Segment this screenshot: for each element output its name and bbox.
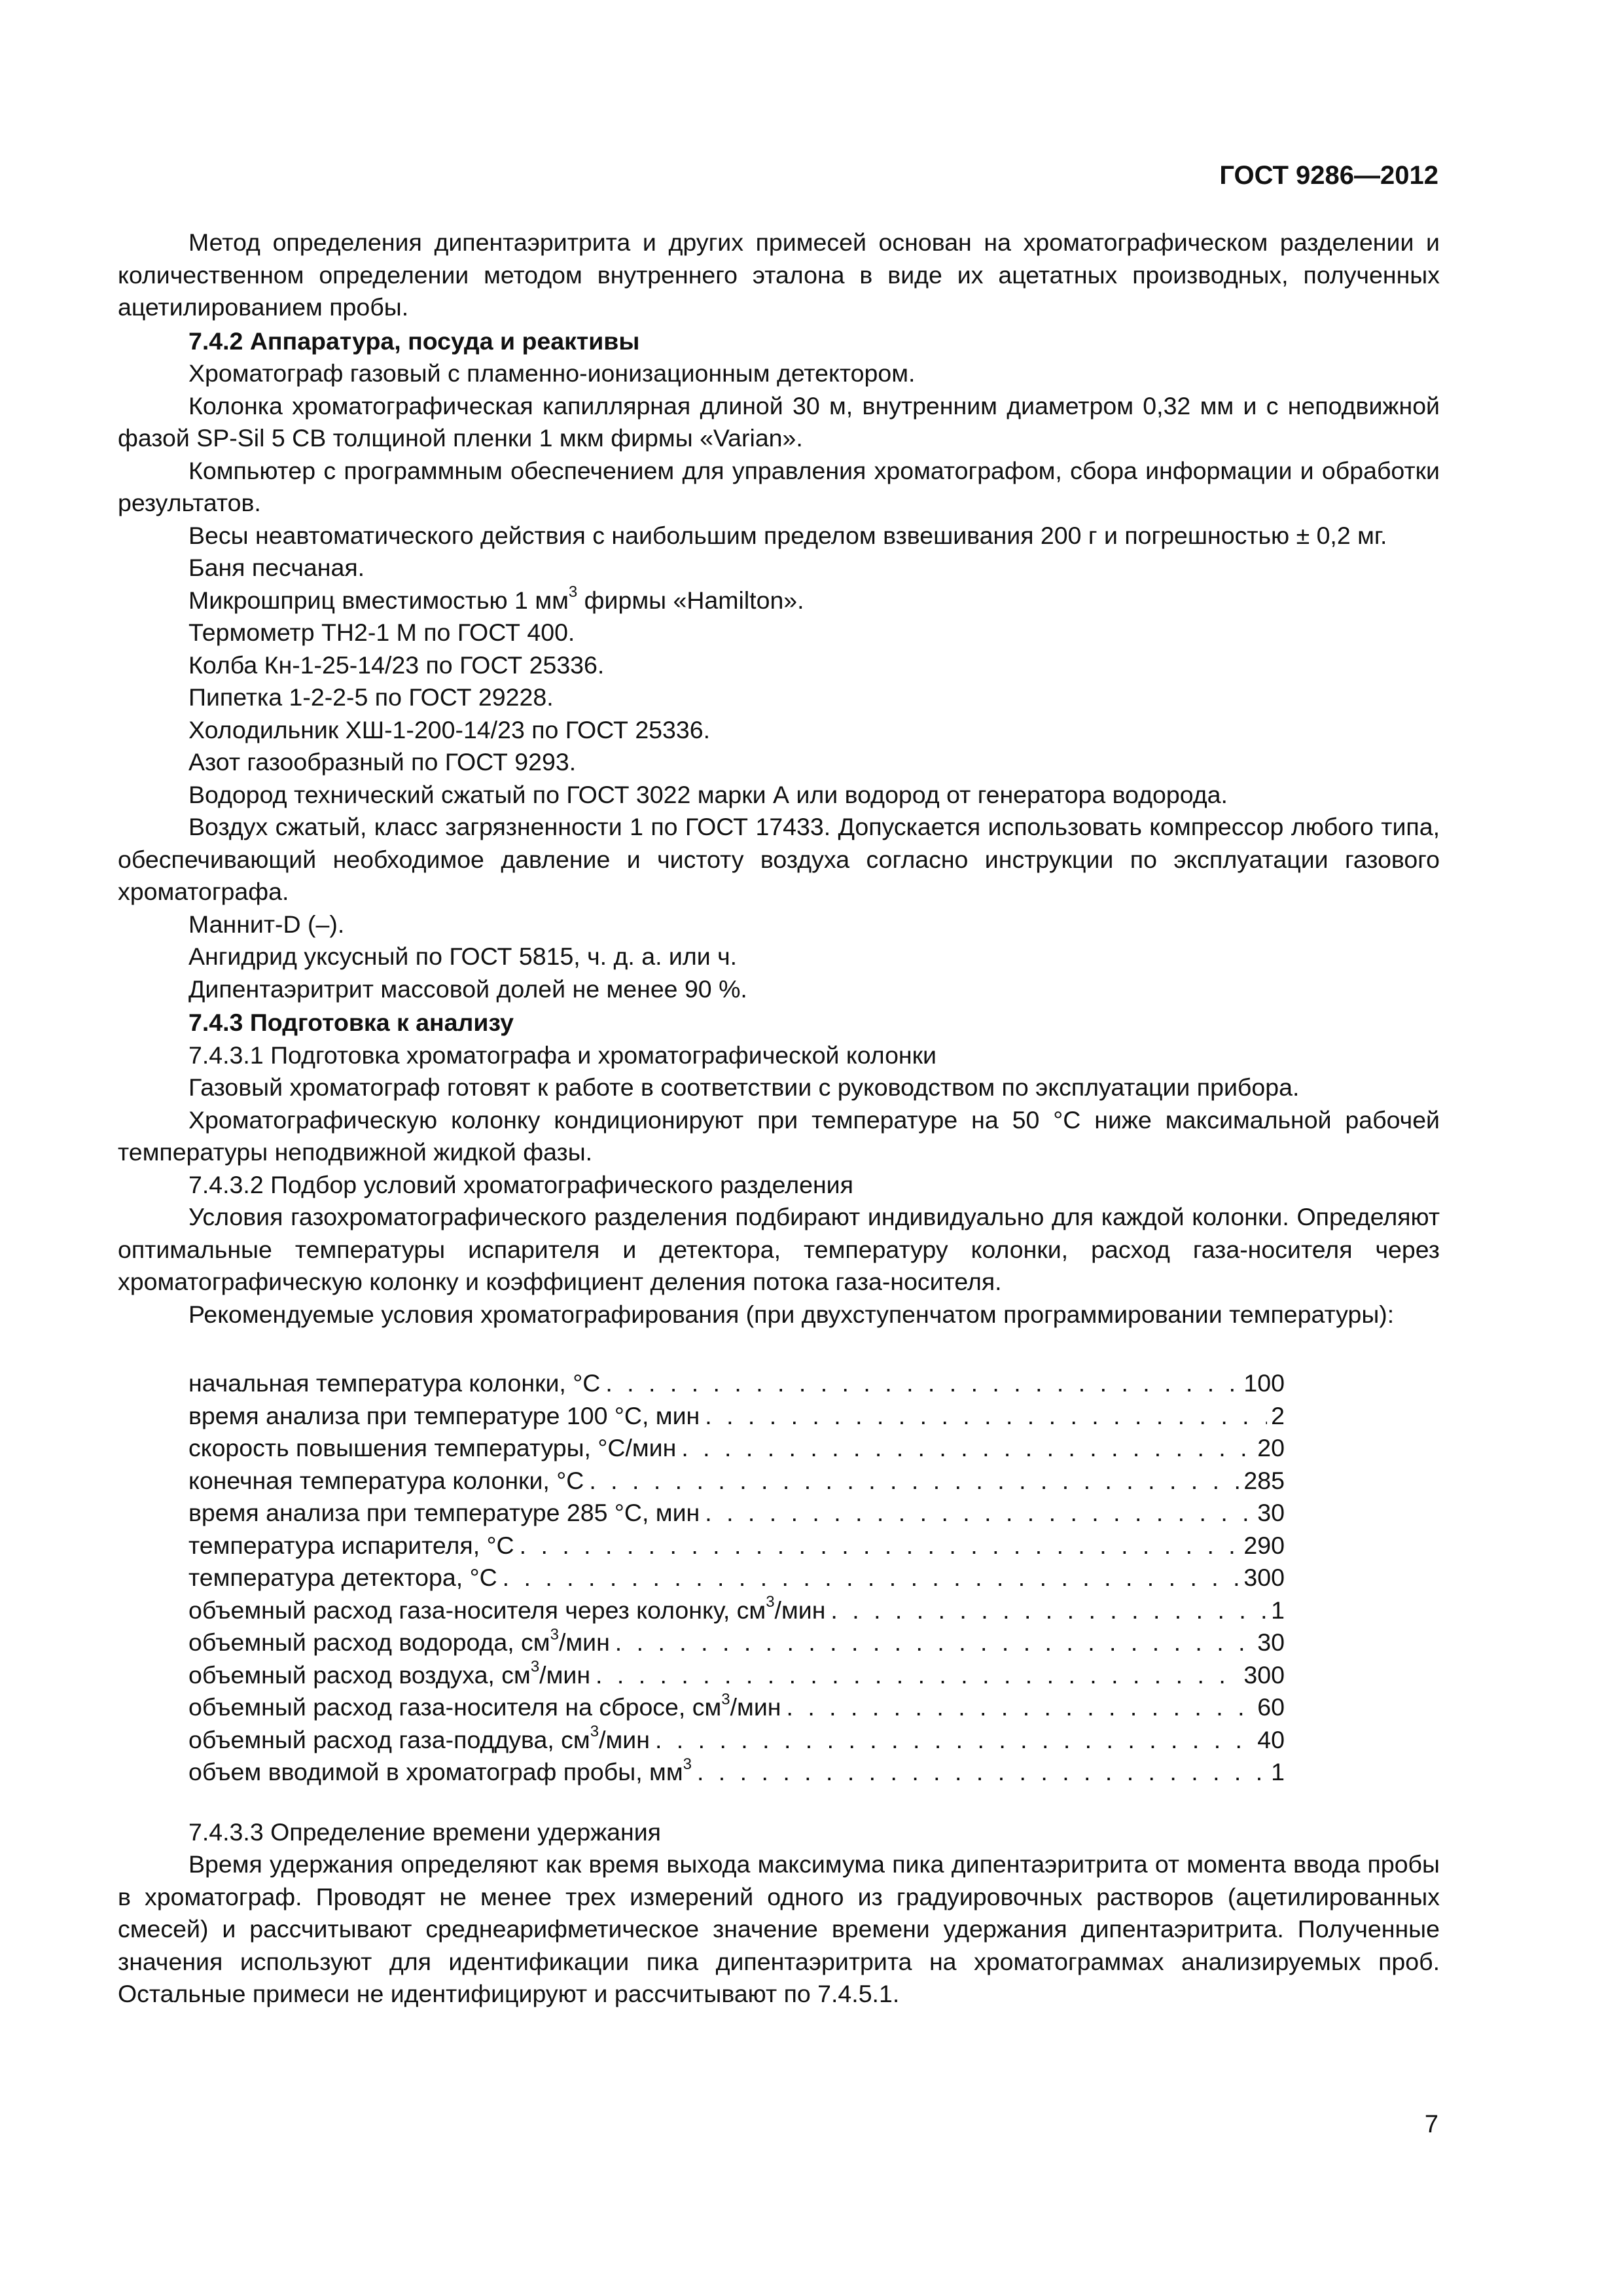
subsection-title-7433: 7.4.3.3 Определение времени удержания (188, 1818, 661, 1846)
equipment-item: Компьютер с программным обеспечением для управления хроматографом, сбора информации и обработки результатов. (118, 456, 1440, 516)
condition-label (188, 1530, 514, 1562)
equipment-item: Весы неавтоматического действия с наибольшим пределом взвешивания 200 г и погрешностью ± 0,2 мг. (188, 521, 1387, 549)
equipment-item: Водород технический сжатый по ГОСТ 3022 марки А или водород от генератора водорода. (188, 780, 1228, 808)
condition-label-text: температура детектора, °С (188, 1564, 497, 1591)
equipment-item-syringe (118, 584, 1440, 617)
condition-value: 30 (1257, 1499, 1285, 1526)
leader-dots (596, 1659, 1240, 1692)
condition-label (188, 1562, 497, 1594)
leader-dots (655, 1724, 1253, 1757)
leader-dots (503, 1562, 1240, 1594)
paragraph: Время удержания определяют как время выхода максимума пика дипентаэритрита от момента ввода пробы в хроматограф. Проводят не менее трех измерений одного из градуировочных растворов (ацетилированных смесей) и рассчитывают среднеарифметическое значение времени удержания дипентаэритрита. Полученные значения используют для идентификации пика дипентаэритрита на хроматограммах анализируемых проб. Остальные примеси не идентифицируют и рассчитывают по 7.4.5.1. (118, 1850, 1440, 2007)
superscript: 3 (530, 1658, 540, 1676)
superscript: 3 (721, 1690, 730, 1708)
standard-header: ГОСТ 9286—2012 (1219, 161, 1438, 190)
superscript: 3 (766, 1593, 775, 1611)
condition-unit: /мин (774, 1596, 826, 1624)
subsection-title-7431: 7.4.3.1 Подготовка хроматографа и хроматографической колонки (188, 1041, 936, 1069)
condition-row (188, 1497, 1285, 1530)
condition-label (188, 1400, 700, 1433)
condition-label (188, 1594, 825, 1627)
condition-row (188, 1400, 1285, 1433)
equipment-item: Азот газообразный по ГОСТ 9293. (188, 748, 577, 776)
paragraph: Хроматографическую колонку кондиционируют при температуре на 50 °С ниже максимальной рабочей температуры неподвижной жидкой фазы. (118, 1105, 1440, 1166)
condition-label-text: время анализа при температуре 285 °С, мин (188, 1499, 700, 1526)
page-content (118, 226, 1440, 2011)
condition-label-text: конечная температура колонки, °С (188, 1466, 584, 1494)
condition-label (188, 1465, 584, 1498)
condition-label-text: объем вводимой в хроматограф пробы, мм (188, 1758, 683, 1785)
condition-label-text: скорость повышения температуры, °С/мин (188, 1434, 677, 1462)
equipment-item: Пипетка 1-2-2-5 по ГОСТ 29228. (188, 683, 554, 711)
condition-label-text: температура испарителя, °С (188, 1531, 514, 1559)
condition-label (188, 1432, 676, 1465)
paragraph: Условия газохроматографического разделения подбирают индивидуально для каждой колонки. Определяют оптимальные температуры испарителя и детектора, температуру колонки, расход газа-носителя через хроматографическую колонку и коэффициент деления потока газа-носителя. (118, 1203, 1440, 1295)
condition-value: 1 (1271, 1758, 1285, 1785)
leader-dots (605, 1367, 1240, 1400)
condition-unit: /мин (539, 1660, 591, 1689)
equipment-item: Дипентаэритрит массовой долей не менее 90 %. (188, 975, 747, 1003)
condition-label-text: объемный расход воздуха, см (188, 1660, 531, 1689)
superscript: 3 (683, 1755, 692, 1773)
condition-label-text: объемный расход газа-носителя через колонку, см (188, 1596, 766, 1624)
condition-label (188, 1724, 650, 1757)
condition-unit: /мин (599, 1725, 650, 1753)
condition-unit: /мин (730, 1693, 781, 1721)
page-number: 7 (1424, 2111, 1438, 2138)
syringe-text: Микрошприц вместимостью 1 мм (188, 586, 569, 614)
leader-dots (589, 1465, 1240, 1498)
condition-unit: /мин (558, 1628, 610, 1656)
section-heading-742: 7.4.2 Аппаратура, посуда и реактивы (188, 327, 640, 355)
superscript: 3 (590, 1723, 599, 1740)
condition-label-text: объемный расход газа-поддува, см (188, 1725, 590, 1753)
condition-label (188, 1367, 600, 1400)
condition-label-text: объемный расход газа-носителя на сбросе, см (188, 1693, 722, 1721)
condition-row (188, 1594, 1285, 1627)
condition-row (188, 1465, 1285, 1498)
condition-row (188, 1724, 1285, 1757)
superscript: 3 (568, 583, 578, 601)
condition-row (188, 1626, 1285, 1659)
condition-value: 290 (1243, 1531, 1285, 1559)
condition-row (188, 1691, 1285, 1724)
condition-value: 30 (1257, 1628, 1285, 1656)
condition-label (188, 1756, 692, 1789)
subsection-title-7432: 7.4.3.2 Подбор условий хроматографического разделения (188, 1170, 853, 1198)
condition-value: 40 (1257, 1725, 1285, 1753)
intro-paragraph: Метод определения дипентаэритрита и других примесей основан на хроматографическом разделении и количественном определении методом внутреннего эталона в виде их ацетатных производных, полученных ацетилированием пробы. (118, 228, 1440, 321)
equipment-item: Колонка хроматографическая капиллярная длиной 30 м, внутренним диаметром 0,32 мм и с неподвижной фазой SP-Sil 5 CB толщиной пленки 1 мкм фирмы «Varian». (118, 391, 1440, 452)
equipment-item: Термометр ТН2-1 М по ГОСТ 400. (188, 619, 575, 646)
condition-value: 100 (1243, 1369, 1285, 1397)
condition-value: 2 (1271, 1401, 1285, 1429)
condition-value: 285 (1243, 1466, 1285, 1494)
condition-row (188, 1756, 1285, 1789)
leader-dots (705, 1497, 1253, 1530)
leader-dots (705, 1400, 1267, 1433)
condition-label-text: начальная температура колонки, °С (188, 1369, 601, 1397)
condition-label (188, 1626, 610, 1659)
superscript: 3 (550, 1625, 559, 1643)
condition-value: 1 (1271, 1596, 1285, 1624)
condition-label (188, 1691, 781, 1724)
equipment-item: Хроматограф газовый с пламенно-ионизационным детектором. (188, 359, 916, 387)
leader-dots (681, 1432, 1253, 1465)
section-heading-743: 7.4.3 Подготовка к анализу (188, 1009, 514, 1036)
equipment-item: Маннит-D (–). (188, 910, 345, 938)
equipment-item: Воздух сжатый, класс загрязненности 1 по ГОСТ 17433. Допускается использовать компрессор любого типа, обеспечивающий необходимое давление и чистоту воздуха согласно инструкции по эксплуатации газового хроматографа. (118, 813, 1440, 905)
condition-value: 300 (1243, 1564, 1285, 1591)
equipment-item: Баня песчаная. (188, 554, 365, 581)
leader-dots (787, 1691, 1254, 1724)
condition-row (188, 1367, 1285, 1400)
condition-label-text: объемный расход водорода, см (188, 1628, 550, 1656)
chromatography-conditions-list (118, 1367, 1285, 1789)
equipment-item: Ангидрид уксусный по ГОСТ 5815, ч. д. а. или ч. (188, 942, 738, 970)
condition-value: 20 (1257, 1434, 1285, 1462)
condition-label (188, 1659, 590, 1692)
leader-dots (615, 1626, 1253, 1659)
condition-row (188, 1562, 1285, 1594)
syringe-text-end: фирмы «Hamilton». (577, 586, 804, 614)
paragraph: Газовый хроматограф готовят к работе в соответствии с руководством по эксплуатации прибора. (188, 1073, 1300, 1101)
condition-label-text: время анализа при температуре 100 °С, мин (188, 1401, 700, 1429)
condition-label (188, 1497, 700, 1530)
paragraph: Рекомендуемые условия хроматографирования (при двухступенчатом программировании температуры): (188, 1300, 1395, 1328)
condition-row (188, 1432, 1285, 1465)
leader-dots (830, 1594, 1267, 1627)
equipment-item: Колба Кн-1-25-14/23 по ГОСТ 25336. (188, 651, 605, 679)
condition-value: 300 (1243, 1660, 1285, 1689)
leader-dots (520, 1530, 1240, 1562)
leader-dots (697, 1756, 1267, 1789)
condition-row (188, 1530, 1285, 1562)
equipment-item: Холодильник ХШ-1-200-14/23 по ГОСТ 25336. (188, 715, 711, 744)
condition-value: 60 (1257, 1693, 1285, 1721)
condition-row (188, 1659, 1285, 1692)
